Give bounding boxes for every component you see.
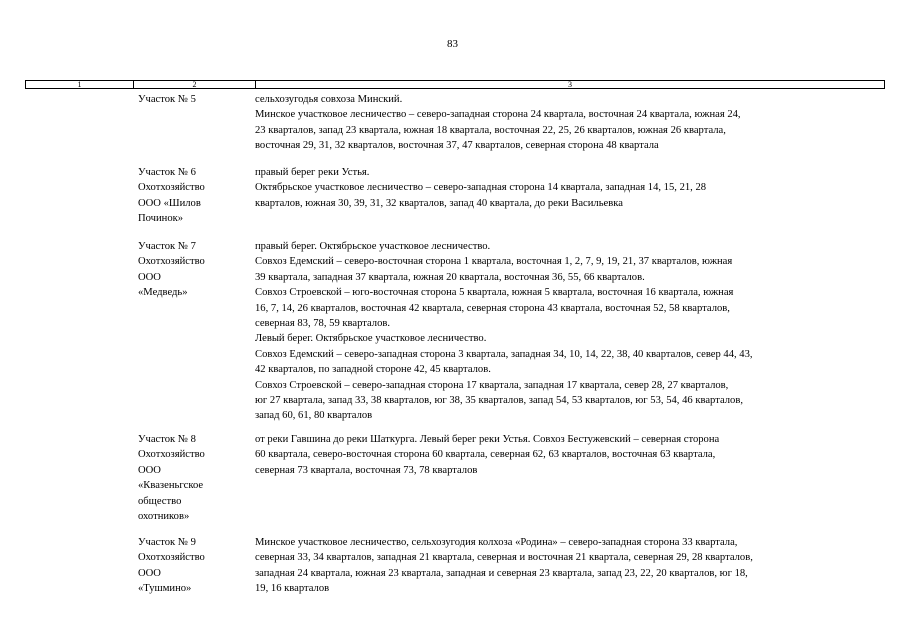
table-row [138,239,878,424]
plot-name: Участок № 9 Охотхозяйство ООО «Тушмино» [138,537,205,595]
table-header [25,80,885,89]
column-2-header: 2 [134,81,256,88]
table-row [138,165,878,227]
plot-name: Участок № 6 Охотхозяйство ООО «Шилов Починок» [138,167,205,225]
column-1-header: 1 [26,81,134,88]
plot-name: Участок № 7 Охотхозяйство ООО «Медведь» [138,241,205,299]
table-row [138,535,878,597]
plot-description: от реки Гавшина до реки Шаткурга. Левый берег реки Устья. Совхоз Бестужевский – северная сторона 60 квартала, северо-восточная сторона 60 квартала, северная 62, 63 кварталов, восточная 63 квартала, северная 73 квартала, восточная 73, 78 кварталов [255,434,720,476]
plot-description: правый берег. Октябрьское участковое лесничество. Совхоз Едемский – северо-восточная сторона 1 квартала, восточная 1, 2, 7, 9, 19, 21, 37 кварталов, южная 39 квартала, западная 37 квартала, южная 20 квартала, восточная 36, 55, 66 кварталов. Совхоз Строевской – юго-восточная сторона 5 квартала, южная 5 квартала, восточная 16 квартала, южная 16, 7, 14, 26 кварталов, восточная 42 квартала, северная сторона 43 квартала, восточная 52, 58 кварталов, северная 83, 78, 59 кварталов. Левый берег. Октябрьское участковое лесничество. Совхоз Едемский – северо-западная сторона 3 квартала, западная 34, 10, 14, 22, 38, 40 кварталов, север 44, 43, 42 кварталов, по западной стороне 42, 45 кварталов. Совхоз Строевской – северо-западная сторона 17 квартала, западная 17 квартала, север 28, 27 кварталов, юг 27 квартала, запад 33, 38 кварталов, юг 38, 35 кварталов, запад 54, 53 кварталов, юг 53, 54, 46 кварталов, запад 60, 61, 80 кварталов [255,241,753,422]
plot-description: правый берег реки Устья. Октябрьское участковое лесничество – северо-западная сторона 14 квартала, западная 14, 15, 21, 28 кварталов, южная 30, 39, 31, 32 кварталов, запад 40 квартала, до реки Васильевка [255,167,707,209]
table-row [138,432,878,524]
plot-description: сельхозугодья совхоза Минский. Минское участковое лесничество – северо-западная сторона 24 квартала, восточная 24 квартала, южная 24, 23 кварталов, запад 23 квартала, южная 18 квартала, восточная 22, 25, 26 кварталов, южная 26 квартала, восточная 29, 31, 32 кварталов, восточная 37, 47 кварталов, северная сторона 48 квартала [255,94,741,152]
plot-name: Участок № 8 Охотхозяйство ООО «Квазеньгское общество охотников» [138,434,205,523]
plot-description: Минское участковое лесничество, сельхозугодия колхоза «Родина» – северо-западная сторона 33 квартала, северная 33, 34 кварталов, западная 21 квартала, северная и восточная 21 квартала, северная 29, 28 кварталов, западная 24 квартала, южная 23 квартала, западная и северная 23 квартала, запад 23, 22, 20 кварталов, юг 18, 19, 16 кварталов [255,537,753,595]
page-number: 83 [447,38,458,50]
column-3-header: 3 [568,80,572,89]
plot-name: Участок № 5 [138,94,196,105]
table-row [138,92,878,154]
